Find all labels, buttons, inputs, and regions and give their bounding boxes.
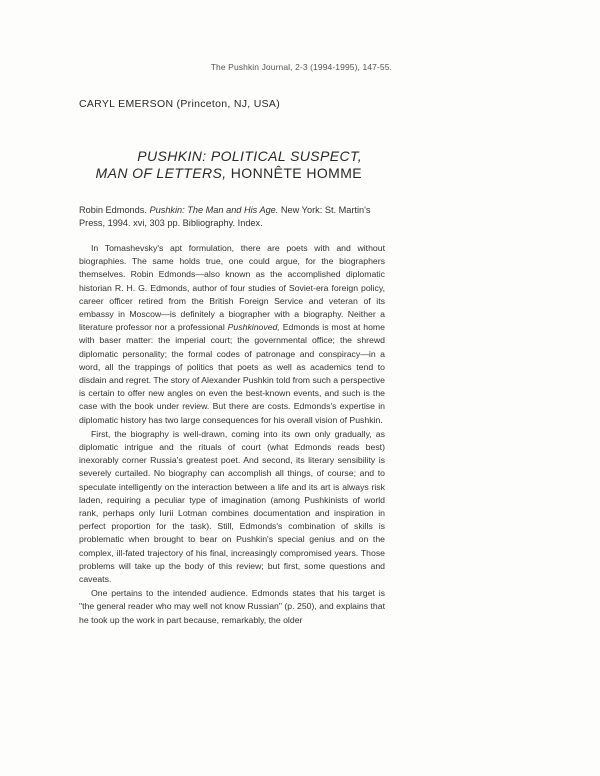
title-line-2 [96, 165, 362, 182]
title-line-1 [96, 148, 362, 165]
paragraph-1-italic: Pushkinoved, [227, 322, 280, 333]
paragraph-3: One pertains to the intended audience. Edmonds states that his target is "the general reader who may well not know Russian" (p. 250), and explains that he took up the work in part because, remarkably, the older [79, 588, 385, 625]
citation-book-title: Pushkin: The Man and His Age. [149, 205, 279, 215]
paragraph-2: First, the biography is well-drawn, coming into its own only gradually, as diplomatic intrigue and the rituals of court (what Edmonds reads best) inexorably corner Russia's greatest poet. And second, its literary sensibility is severely curtailed. No biography can accomplish all things, of course; and to speculate intelligently on the interaction between a life and its art is always risk laden, requiring a peculiar type of imagination (among Pushkinists of world rank, perhaps only Iurii Lotman combines documentation and inspiration in perfect proportion for the task). Still, Edmonds's combination of skills is problematic when brought to bear on Pushkin's special genius and on the complex, ill-fated trajectory of his final, increasingly compromised years. Those problems will take up the body of this review; but first, some questions and caveats. [79, 428, 385, 585]
paragraph-1 [79, 242, 385, 427]
book-citation [79, 204, 385, 231]
title-line-2-plain: HONNÊTE HOMME [226, 165, 362, 181]
paragraph-1-part-c: Edmonds is most at home with baser matter: the imperial court; the governmental office; the shrewd diplomatic personality; the formal codes of patronage and conspiracy—in a word, all the trappings of politics that poets as well as academics tend to disdain and regret. The story of Alexander Pushkin told from such a perspective is certain to offer new angles on even the best-known events, and such is the case with the book under review. But there are costs. Edmonds's expertise in diplomatic history has two large consequences for his overall vision of Pushkin. [79, 322, 385, 425]
citation-rest: New York: St. Martin's Press, 1994. xvi, 303 pp. Bibliography. Index. [79, 205, 371, 229]
article-body [79, 242, 385, 628]
journal-reference: The Pushkin Journal, 2-3 (1994-1995), 147-55. [210, 62, 392, 72]
title-line-1-text: PUSHKIN: POLITICAL SUSPECT, [137, 148, 362, 164]
author-line: CARYL EMERSON (Princeton, NJ, USA) [79, 98, 280, 110]
citation-prefix: Robin Edmonds. [79, 205, 150, 215]
article-title [96, 148, 362, 182]
title-line-2-italic: MAN OF LETTERS, [95, 165, 227, 181]
paragraph-1-part-a: In Tomashevsky's apt formulation, there are poets with and without biographies. The same holds true, one could argue, for the biographers themselves. Robin Edmonds—also known as the accomplished diplomatic historian R. H. G. Edmonds, author of four studies of Soviet-era foreign policy, career officer retired from the British Foreign Service and veteran of its embassy in Moscow—is definitely a biographer with a biography. Neither a literature professor nor a professional [79, 243, 385, 333]
